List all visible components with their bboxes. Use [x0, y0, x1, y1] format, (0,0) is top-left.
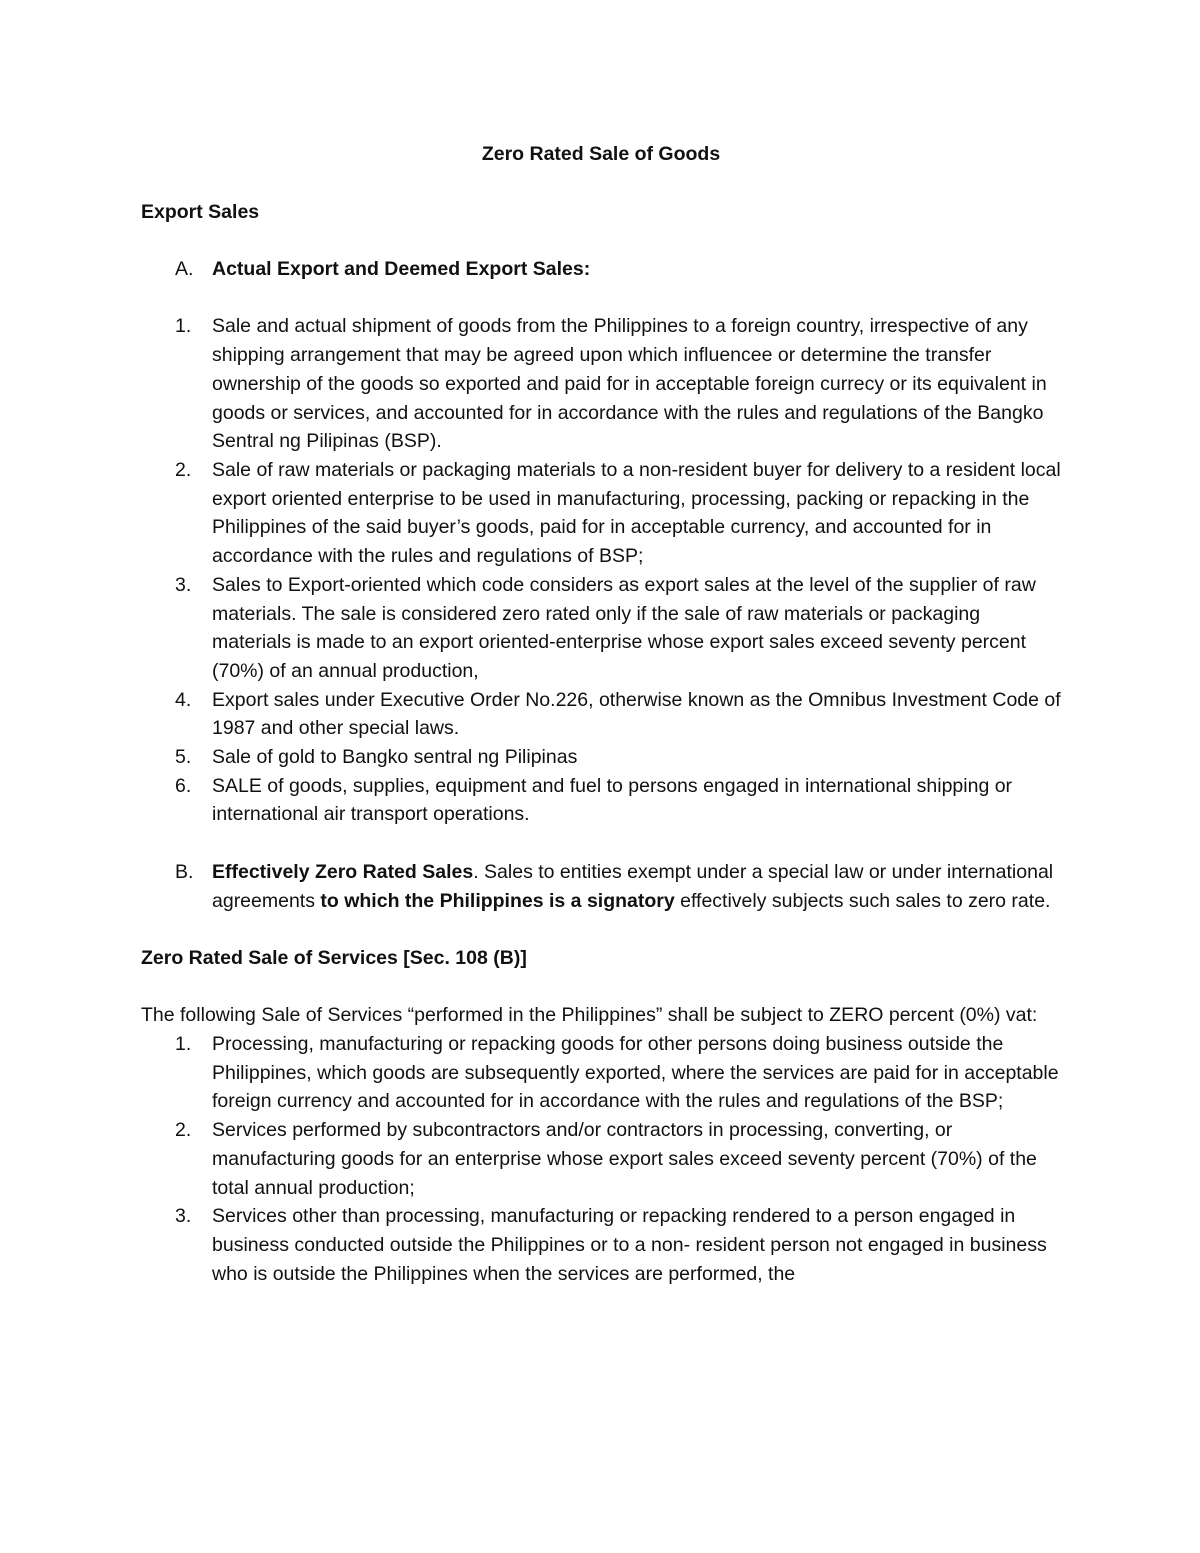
section-b [141, 858, 1061, 915]
section-a-marker: A. [175, 258, 194, 281]
goods-list-item [141, 772, 1061, 829]
section-b-text-1: . Sales to entities exempt under a special law or under international agreements [212, 860, 1054, 912]
services-heading: Zero Rated Sale of Services [Sec. 108 (B)] [141, 946, 527, 969]
list-marker: 5. [175, 746, 192, 769]
services-list-item [141, 1030, 1061, 1116]
list-marker: 4. [175, 688, 192, 711]
goods-list-item [141, 312, 1061, 456]
document-title: Zero Rated Sale of Goods [481, 143, 721, 165]
goods-list-item [141, 571, 1061, 686]
spacer [141, 829, 1061, 858]
list-item-text: Sale of gold to Bangko sentral ng Pilipinas [212, 746, 578, 769]
goods-list-item [141, 743, 1061, 772]
spacer [141, 226, 1061, 255]
document-body [141, 140, 1061, 1288]
section-b-text-2: effectively subjects such sales to zero rate. [674, 889, 1051, 912]
section-b-lead: Effectively Zero Rated Sales [212, 860, 474, 883]
list-marker: 1. [175, 315, 192, 338]
list-item-text: Processing, manufacturing or repacking goods for other persons doing business outside the Philippines, which goods are subsequently exported, where the services are paid for in acceptable foreign currency and accounted for in accordance with the rules and regulations of the BSP; [212, 1033, 1059, 1113]
list-marker: 2. [175, 1119, 192, 1142]
export-sales-heading: Export Sales [141, 200, 260, 223]
list-item-text: Sale and actual shipment of goods from the Philippines to a foreign country, irrespective of any shipping arrangement that may be agreed upon which influencee or determine the transfer ownership of the goods so exported and paid for in acceptable foreign currecy or its equivalent in goods or services, and accounted for in accordance with the rules and regulations of the Bangko Sentral ng Pilipinas (BSP). [212, 315, 1047, 453]
list-item-text: Sale of raw materials or packaging materials to a non-resident buyer for delivery to a resident local export oriented enterprise to be used in manufacturing, processing, packing or repacking in the Philippines of the said buyer’s goods, paid for in acceptable currency, and accounted for in accordance with the rules and regulations of BSP; [212, 458, 1061, 568]
list-marker: 3. [175, 573, 192, 596]
list-marker: 2. [175, 458, 192, 481]
list-item-text: Services other than processing, manufacturing or repacking rendered to a person engaged in business conducted outside the Philippines or to a non- resident person not engaged in business who is outside the Philippines when the services are performed, the [212, 1205, 1047, 1285]
spacer [141, 284, 1061, 313]
list-marker: 3. [175, 1205, 192, 1228]
list-item-text: Services performed by subcontractors and/or contractors in processing, converting, or manufacturing goods for an enterprise whose export sales exceed seventy percent (70%) of the total annual production; [212, 1119, 1037, 1199]
list-item-text: SALE of goods, supplies, equipment and fuel to persons engaged in international shipping or international air transport operations. [212, 774, 1013, 826]
services-list-item [141, 1116, 1061, 1202]
goods-list [141, 312, 1061, 829]
list-item-text: Sales to Export-oriented which code considers as export sales at the level of the supplier of raw materials. The sale is considered zero rated only if the sale of raw materials or packaging materials is made to an export oriented-enterprise whose export sales exceed seventy percent (70%) of an annual production, [212, 573, 1036, 682]
list-marker: 6. [175, 774, 192, 797]
section-a [141, 255, 1061, 284]
goods-list-item [141, 686, 1061, 743]
list-marker: 1. [175, 1033, 192, 1055]
section-b-marker: B. [175, 860, 194, 883]
spacer [141, 915, 1061, 944]
section-b-bold-mid: to which the Philippines is a signatory [320, 889, 675, 912]
goods-list-item [141, 456, 1061, 571]
list-item-text: Export sales under Executive Order No.226, otherwise known as the Omnibus Investment Code of 1987 and other special laws. [212, 688, 1061, 740]
services-list-item [141, 1202, 1061, 1288]
section-a-title: Actual Export and Deemed Export Sales: [212, 258, 591, 281]
spacer [141, 973, 1061, 1002]
services-intro: The following Sale of Services “performed in the Philippines” shall be subject to ZERO percent (0%) vat: [141, 1004, 1038, 1027]
spacer [141, 169, 1061, 198]
services-list [141, 1030, 1061, 1288]
